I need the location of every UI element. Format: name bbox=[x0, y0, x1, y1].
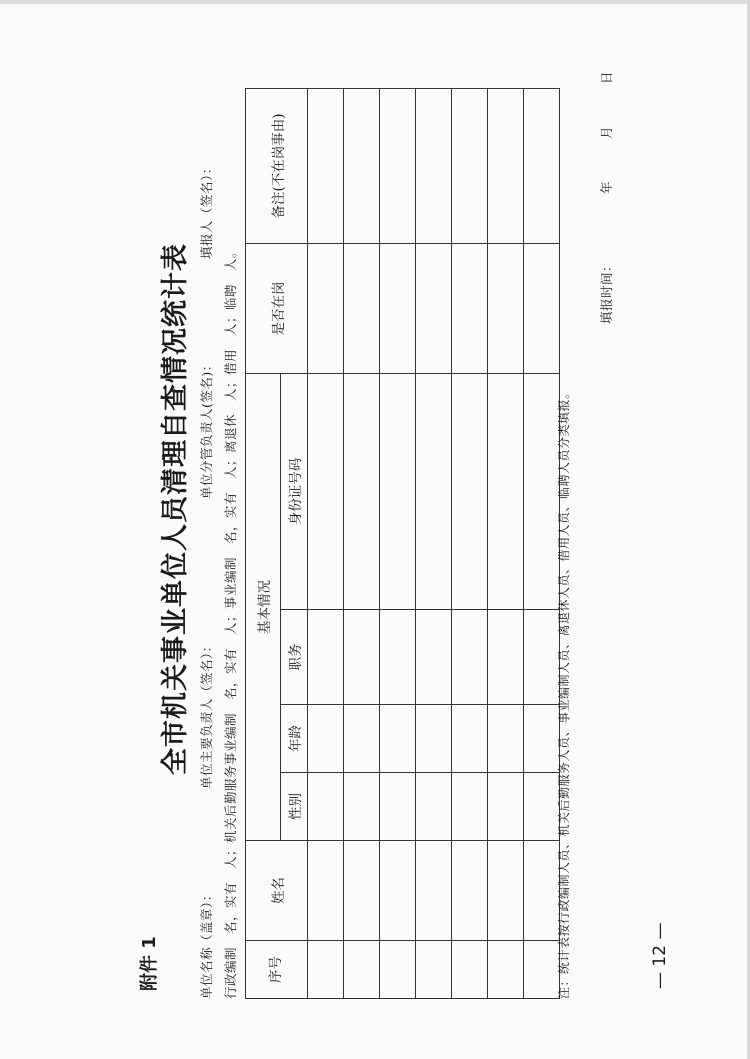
fill-time-day: 日 bbox=[599, 71, 614, 84]
header-seq: 序号 bbox=[246, 941, 308, 999]
table-row bbox=[380, 89, 416, 999]
statistics-table bbox=[245, 88, 560, 999]
unit-name-field: 单位名称（盖章）： bbox=[199, 888, 214, 999]
header-name: 姓名 bbox=[246, 841, 308, 941]
table-row bbox=[452, 89, 488, 999]
page-title: 全市机关事业单位人员清理自查情况统计表 bbox=[160, 243, 191, 775]
table-note: 注：统计表按行政编制人员、机关后勤服务人员、事业编制人员、离退休人员、借用人员、临聘人员分类填报。 bbox=[557, 386, 571, 999]
header-remark: 备注(不在岗事由) bbox=[246, 89, 308, 244]
staffing-line: 行政编制 名，实有 人；机关后勤服务事业编制 名，实有 人；事业编制 名，实有 人；离退休 人；借用 人；临聘 人。 bbox=[223, 244, 238, 999]
header-on-duty: 是否在岗 bbox=[246, 244, 308, 374]
fill-time-label: 填报时间： bbox=[599, 258, 614, 324]
table-row bbox=[308, 89, 344, 999]
header-position: 职务 bbox=[281, 610, 308, 705]
unit-deputy-field: 单位分管负责人(签名)： bbox=[199, 358, 214, 499]
table-row bbox=[344, 89, 380, 999]
page-number: — 12 — bbox=[650, 922, 670, 989]
header-id-number: 身份证号码 bbox=[281, 374, 308, 610]
filler-field: 填报人（签名）： bbox=[199, 161, 214, 259]
table-row bbox=[488, 89, 524, 999]
unit-leader-field: 单位主要负责人（签名）： bbox=[199, 639, 214, 789]
table-row bbox=[416, 89, 452, 999]
header-basic-info: 基本情况 bbox=[246, 374, 281, 841]
header-age: 年龄 bbox=[281, 705, 308, 773]
fill-time-month: 月 bbox=[599, 126, 614, 139]
attachment-label: 附件 1 bbox=[139, 936, 160, 991]
header-gender: 性别 bbox=[281, 773, 308, 841]
fill-time-year: 年 bbox=[599, 181, 614, 194]
